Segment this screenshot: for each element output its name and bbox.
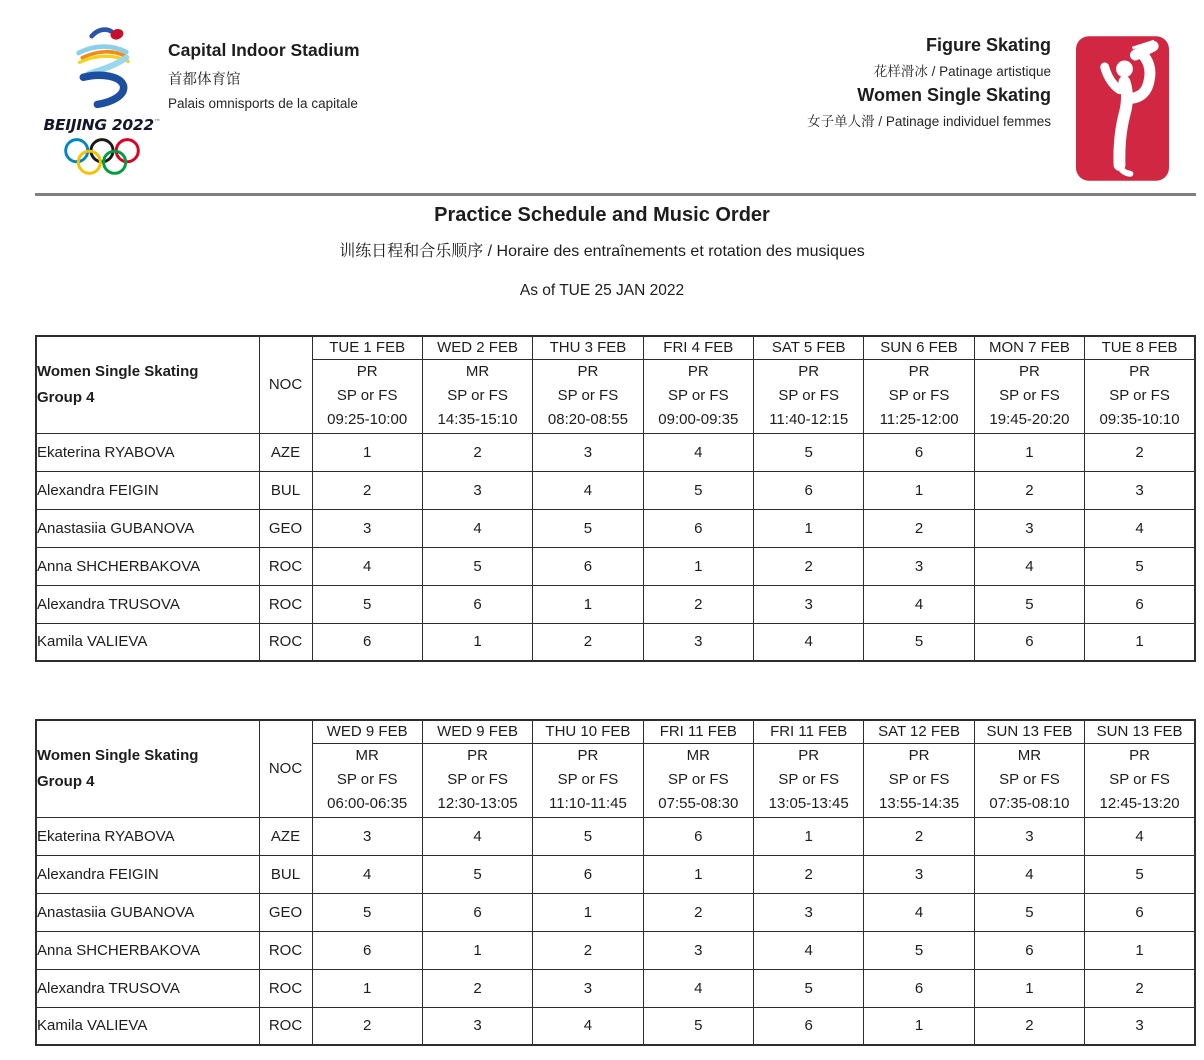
rink-label: PR: [798, 747, 820, 764]
music-order-cell: 6: [533, 855, 643, 893]
music-order-cell: 6: [643, 817, 753, 855]
program-label: SP or FS: [888, 771, 950, 788]
music-order-cell: 4: [643, 433, 753, 471]
skater-row: [36, 623, 1195, 661]
music-order-cell: 1: [754, 509, 864, 547]
music-order-cell: 5: [864, 623, 974, 661]
group-number: Group 4: [37, 388, 95, 406]
as-of-date: As of TUE 25 JAN 2022: [519, 282, 685, 299]
rink-label: PR: [1019, 363, 1040, 380]
music-order-cell: 5: [1085, 855, 1195, 893]
date-header: SAT 5 FEB: [754, 336, 864, 359]
music-order-cell: 6: [864, 969, 974, 1007]
venue-title-block: [168, 40, 360, 111]
music-order-cell: 2: [864, 509, 974, 547]
music-order-cell: 4: [864, 585, 974, 623]
rink-label: PR: [356, 363, 378, 380]
music-order-cell: 1: [1085, 931, 1195, 969]
program-label: SP or FS: [447, 771, 508, 788]
music-order-cell: 6: [754, 471, 864, 509]
session-info-header: [1085, 743, 1195, 817]
session-info-header: [974, 743, 1084, 817]
skater-row: [36, 855, 1195, 893]
music-order-cell: 6: [643, 509, 753, 547]
group-number: Group 4: [37, 772, 95, 790]
music-order-cell: 2: [864, 817, 974, 855]
time-label: 14:35-15:10: [437, 411, 518, 428]
date-header-row: [36, 720, 1195, 743]
skater-row: [36, 931, 1195, 969]
rink-label: MR: [355, 747, 379, 764]
skater-row: [36, 969, 1195, 1007]
music-order-cell: 2: [422, 433, 532, 471]
music-order-cell: 6: [1085, 585, 1195, 623]
rink-label: PR: [1129, 747, 1150, 764]
music-order-cell: 4: [1085, 509, 1195, 547]
music-order-cell: 1: [422, 623, 532, 661]
music-order-cell: 2: [533, 623, 643, 661]
music-order-cell: 3: [533, 433, 643, 471]
music-order-cell: 3: [643, 623, 753, 661]
music-order-cell: 5: [422, 547, 532, 585]
music-order-cell: 5: [533, 509, 643, 547]
music-order-cell: 2: [974, 1007, 1084, 1045]
skater-name-cell: Alexandra FEIGIN: [36, 855, 259, 893]
music-order-cell: 2: [1085, 433, 1195, 471]
noc-cell: GEO: [259, 893, 312, 931]
skater-row: [36, 585, 1195, 623]
date-header: FRI 11 FEB: [643, 720, 753, 743]
noc-cell: ROC: [259, 623, 312, 661]
time-label: 19:45-20:20: [989, 411, 1070, 428]
noc-cell: GEO: [259, 509, 312, 547]
time-label: 12:30-13:05: [437, 795, 518, 812]
rink-label: PR: [467, 747, 488, 764]
session-info-header: [422, 359, 532, 433]
time-label: 08:20-08:55: [547, 411, 628, 428]
program-label: SP or FS: [668, 771, 729, 788]
session-info-header: [533, 743, 643, 817]
time-label: 07:35-08:10: [989, 795, 1070, 812]
program-label: SP or FS: [668, 387, 729, 404]
noc-cell: BUL: [259, 855, 312, 893]
music-order-cell: 4: [422, 509, 532, 547]
noc-cell: AZE: [259, 817, 312, 855]
group-title: Women Single Skating: [37, 362, 199, 380]
noc-cell: ROC: [259, 969, 312, 1007]
beijing-2022-wordmark: BEIJING 2022™: [43, 116, 161, 134]
program-label: SP or FS: [336, 387, 398, 404]
music-order-cell: 3: [312, 817, 422, 855]
music-order-cell: 2: [974, 471, 1084, 509]
music-order-cell: 6: [533, 547, 643, 585]
rink-label: PR: [1129, 363, 1150, 380]
music-order-cell: 3: [754, 893, 864, 931]
program-label: SP or FS: [557, 387, 619, 404]
program-label: SP or FS: [1109, 771, 1170, 788]
music-order-cell: 1: [974, 433, 1084, 471]
document-subtitle: 训练日程和合乐顺序 / Horaire des entraînements et rotation des musiques: [339, 243, 865, 260]
music-order-cell: 3: [422, 1007, 532, 1045]
music-order-cell: 4: [974, 855, 1084, 893]
skater-name-cell: Ekaterina RYABOVA: [36, 433, 259, 471]
olympic-rings-icon: [63, 137, 141, 177]
music-order-cell: 3: [1085, 1007, 1195, 1045]
time-label: 07:55-08:30: [658, 795, 739, 812]
document-title: Practice Schedule and Music Order: [434, 204, 770, 226]
rink-label: MR: [465, 363, 490, 380]
session-info-header: [864, 359, 974, 433]
session-info-header: [643, 359, 753, 433]
music-order-cell: 4: [643, 969, 753, 1007]
session-info-header: [1085, 359, 1195, 433]
noc-cell: AZE: [259, 433, 312, 471]
time-label: 06:00-06:35: [327, 795, 408, 812]
practice-schedule-table-week1: [35, 335, 1196, 662]
beijing-2022-logo: [36, 24, 168, 182]
music-order-cell: 1: [643, 547, 753, 585]
music-order-cell: 1: [1085, 623, 1195, 661]
skater-name-cell: Anastasiia GUBANOVA: [36, 893, 259, 931]
music-order-cell: 4: [533, 1007, 643, 1045]
program-label: SP or FS: [1109, 387, 1170, 404]
music-order-cell: 6: [754, 1007, 864, 1045]
trademark-symbol: ™: [153, 117, 161, 126]
noc-cell: ROC: [259, 931, 312, 969]
music-order-cell: 5: [312, 893, 422, 931]
music-order-cell: 5: [864, 931, 974, 969]
music-order-cell: 3: [1085, 471, 1195, 509]
music-order-cell: 4: [754, 931, 864, 969]
noc-cell: ROC: [259, 1007, 312, 1045]
skater-row: [36, 817, 1195, 855]
time-label: 11:10-11:45: [549, 795, 627, 812]
music-order-cell: 5: [754, 433, 864, 471]
noc-header-cell: NOC: [259, 720, 312, 817]
music-order-cell: 3: [974, 817, 1084, 855]
music-order-cell: 4: [1085, 817, 1195, 855]
noc-cell: BUL: [259, 471, 312, 509]
session-info-header: [643, 743, 753, 817]
music-order-cell: 1: [312, 969, 422, 1007]
music-order-cell: 2: [1085, 969, 1195, 1007]
music-order-cell: 2: [312, 471, 422, 509]
skater-name-cell: Kamila VALIEVA: [36, 623, 259, 661]
program-label: SP or FS: [999, 771, 1060, 788]
rink-label: PR: [687, 363, 709, 380]
music-order-cell: 1: [533, 893, 643, 931]
music-order-cell: 2: [643, 585, 753, 623]
music-order-cell: 5: [1085, 547, 1195, 585]
music-order-cell: 4: [422, 817, 532, 855]
skater-row: [36, 1007, 1195, 1045]
music-order-cell: 6: [312, 931, 422, 969]
date-header: THU 10 FEB: [533, 720, 643, 743]
time-label: 12:45-13:20: [1099, 795, 1180, 812]
noc-cell: ROC: [259, 547, 312, 585]
rink-label: MR: [686, 747, 710, 764]
music-order-cell: 6: [422, 893, 532, 931]
music-order-cell: 1: [864, 471, 974, 509]
music-order-cell: 4: [312, 547, 422, 585]
music-order-cell: 5: [643, 1007, 753, 1045]
music-order-cell: 3: [754, 585, 864, 623]
session-info-header: [312, 743, 422, 817]
session-info-header: [312, 359, 422, 433]
music-order-cell: 2: [754, 547, 864, 585]
music-order-cell: 3: [422, 471, 532, 509]
program-label: SP or FS: [336, 771, 398, 788]
beijing-2022-emblem-icon: [64, 24, 140, 110]
music-order-cell: 2: [754, 855, 864, 893]
music-order-cell: 3: [533, 969, 643, 1007]
time-label: 09:35-10:10: [1099, 411, 1180, 428]
event-name-en: Women Single Skating: [857, 85, 1051, 105]
time-label: 13:05-13:45: [768, 795, 849, 812]
date-header: FRI 11 FEB: [754, 720, 864, 743]
venue-name-zh: 首都体育馆: [168, 72, 241, 88]
program-label: SP or FS: [778, 387, 839, 404]
skater-name-cell: Ekaterina RYABOVA: [36, 817, 259, 855]
music-order-cell: 6: [864, 433, 974, 471]
music-order-cell: 1: [754, 817, 864, 855]
date-header: SUN 13 FEB: [1085, 720, 1195, 743]
music-order-cell: 5: [974, 585, 1084, 623]
skater-name-cell: Alexandra TRUSOVA: [36, 969, 259, 1007]
rink-label: PR: [908, 363, 930, 380]
rink-label: PR: [577, 747, 599, 764]
time-label: 11:40-12:15: [769, 411, 849, 428]
music-order-cell: 2: [643, 893, 753, 931]
rink-label: PR: [798, 363, 820, 380]
music-order-cell: 3: [974, 509, 1084, 547]
noc-header-cell: NOC: [259, 336, 312, 433]
music-order-cell: 6: [974, 931, 1084, 969]
skater-name-cell: Alexandra TRUSOVA: [36, 585, 259, 623]
music-order-cell: 1: [312, 433, 422, 471]
music-order-cell: 3: [864, 547, 974, 585]
skater-name-cell: Anna SHCHERBAKOVA: [36, 931, 259, 969]
skater-row: [36, 433, 1195, 471]
date-header: WED 2 FEB: [422, 336, 532, 359]
music-order-cell: 1: [974, 969, 1084, 1007]
event-name-intl: 女子单人滑 / Patinage individuel femmes: [807, 114, 1051, 129]
date-header: WED 9 FEB: [422, 720, 532, 743]
skater-name-cell: Anna SHCHERBAKOVA: [36, 547, 259, 585]
music-order-cell: 4: [754, 623, 864, 661]
practice-schedule-table-week2: [35, 719, 1196, 1046]
session-info-header: [533, 359, 643, 433]
date-header-row: [36, 336, 1195, 359]
music-order-cell: 6: [974, 623, 1084, 661]
date-header: TUE 1 FEB: [312, 336, 422, 359]
music-order-cell: 2: [312, 1007, 422, 1045]
session-info-header: [754, 743, 864, 817]
rink-label: MR: [1017, 747, 1042, 764]
program-label: SP or FS: [888, 387, 950, 404]
music-order-cell: 3: [643, 931, 753, 969]
music-order-cell: 5: [533, 817, 643, 855]
venue-name-fr: Palais omnisports de la capitale: [168, 96, 358, 111]
music-order-cell: 1: [533, 585, 643, 623]
date-header: MON 7 FEB: [974, 336, 1084, 359]
session-info-header: [422, 743, 532, 817]
session-info-header: [864, 743, 974, 817]
date-header: WED 9 FEB: [312, 720, 422, 743]
music-order-cell: 4: [974, 547, 1084, 585]
figure-skating-pictogram: [1075, 35, 1170, 182]
date-header: FRI 4 FEB: [643, 336, 753, 359]
program-label: SP or FS: [999, 387, 1060, 404]
music-order-cell: 3: [312, 509, 422, 547]
music-order-cell: 5: [754, 969, 864, 1007]
skater-name-cell: Anastasiia GUBANOVA: [36, 509, 259, 547]
discipline-name-en: Figure Skating: [925, 35, 1051, 55]
music-order-cell: 6: [312, 623, 422, 661]
date-header: SUN 6 FEB: [864, 336, 974, 359]
skater-row: [36, 509, 1195, 547]
noc-cell: ROC: [259, 585, 312, 623]
music-order-cell: 5: [312, 585, 422, 623]
time-label: 09:25-10:00: [327, 411, 408, 428]
date-header: TUE 8 FEB: [1085, 336, 1195, 359]
group-header-cell: [36, 336, 259, 433]
skater-row: [36, 547, 1195, 585]
date-header: SAT 12 FEB: [864, 720, 974, 743]
group-header-cell: [36, 720, 259, 817]
music-order-cell: 1: [643, 855, 753, 893]
program-label: SP or FS: [778, 771, 839, 788]
music-order-cell: 4: [312, 855, 422, 893]
discipline-name-intl: 花样滑冰 / Patinage artistique: [873, 64, 1051, 79]
date-header: SUN 13 FEB: [974, 720, 1084, 743]
venue-name-en: Capital Indoor Stadium: [168, 40, 360, 60]
music-order-cell: 3: [864, 855, 974, 893]
group-title: Women Single Skating: [37, 746, 199, 764]
event-title-block: [807, 35, 1051, 130]
rink-label: PR: [908, 747, 930, 764]
music-order-cell: 6: [1085, 893, 1195, 931]
time-label: 09:00-09:35: [658, 411, 739, 428]
time-label: 13:55-14:35: [879, 795, 960, 812]
music-order-cell: 5: [643, 471, 753, 509]
program-label: SP or FS: [447, 387, 508, 404]
skater-row: [36, 893, 1195, 931]
music-order-cell: 6: [422, 585, 532, 623]
music-order-cell: 5: [974, 893, 1084, 931]
skater-name-cell: Kamila VALIEVA: [36, 1007, 259, 1045]
skater-row: [36, 471, 1195, 509]
music-order-cell: 2: [533, 931, 643, 969]
document-title-block: [0, 204, 1204, 300]
skater-name-cell: Alexandra FEIGIN: [36, 471, 259, 509]
header-divider: [35, 193, 1196, 196]
music-order-cell: 1: [864, 1007, 974, 1045]
date-header: THU 3 FEB: [533, 336, 643, 359]
music-order-cell: 1: [422, 931, 532, 969]
music-order-cell: 4: [864, 893, 974, 931]
session-info-header: [754, 359, 864, 433]
figure-skating-pictogram-icon: [1075, 35, 1170, 182]
music-order-cell: 5: [422, 855, 532, 893]
session-info-header: [974, 359, 1084, 433]
time-label: 11:25-12:00: [879, 411, 959, 428]
rink-label: PR: [577, 363, 599, 380]
music-order-cell: 2: [422, 969, 532, 1007]
program-label: SP or FS: [557, 771, 619, 788]
music-order-cell: 4: [533, 471, 643, 509]
